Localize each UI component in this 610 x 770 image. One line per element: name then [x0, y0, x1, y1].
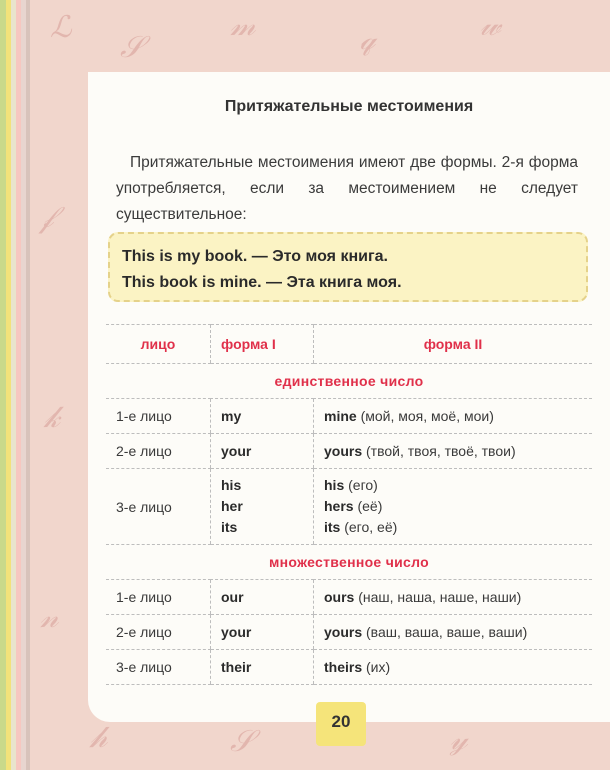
script-letter-decoration: 𝒮	[230, 724, 254, 759]
form1-cell	[211, 580, 314, 615]
form2-word: yours	[324, 442, 363, 459]
script-letter-decoration: 𝒮	[120, 30, 144, 65]
table-row	[106, 399, 592, 434]
person-cell: 2-е лицо	[106, 434, 211, 469]
page-edges	[0, 0, 30, 770]
example-box	[108, 232, 588, 302]
person-cell: 2-е лицо	[106, 615, 211, 650]
plural-rows	[106, 580, 592, 685]
person-cell: 3-е лицо	[106, 469, 211, 545]
person-cell: 1-е лицо	[106, 399, 211, 434]
script-letter-decoration: 𝒽	[90, 720, 108, 755]
header-person: лицо	[106, 325, 211, 364]
header-form2: форма II	[314, 325, 593, 364]
script-letter-decoration: 𝓃	[40, 600, 59, 635]
example-line: This book is mine. — Эта книга моя.	[122, 274, 402, 291]
translation: (его)	[348, 477, 378, 493]
script-letter-decoration: 𝒻	[40, 200, 54, 235]
script-letter-decoration: ℒ	[50, 10, 72, 45]
table-row	[106, 615, 592, 650]
translation: (его, её)	[344, 519, 398, 535]
form1-cell	[211, 615, 314, 650]
form1-word: your	[221, 623, 252, 640]
form2-cell	[314, 580, 593, 615]
form2-cell	[314, 615, 593, 650]
table-row	[106, 469, 592, 545]
form1-word: her	[221, 498, 243, 514]
form1-word: my	[221, 407, 242, 424]
table-row	[106, 650, 592, 685]
script-letter-decoration: 𝓀	[44, 400, 61, 435]
form2-word: mine	[324, 407, 357, 424]
person-cell: 3-е лицо	[106, 650, 211, 685]
page-title: Притяжательные местоимения	[224, 98, 474, 115]
form1-cell	[211, 469, 314, 545]
form1-cell	[211, 399, 314, 434]
table-row	[106, 580, 592, 615]
form2-word: his	[324, 477, 345, 493]
form1-word: his	[221, 477, 242, 493]
translation: (ваш, ваша, ваше, ваши)	[366, 623, 528, 640]
translation: (мой, моя, моё, мои)	[360, 407, 494, 424]
form1-word: its	[221, 519, 238, 535]
table-header-row	[106, 325, 592, 364]
section-row-singular: единственное число	[106, 364, 592, 399]
form1-cell	[211, 650, 314, 685]
page-number: 20	[316, 702, 366, 746]
form2-cell	[314, 434, 593, 469]
form1-word: your	[221, 442, 252, 459]
script-letter-decoration: 𝓆	[360, 22, 376, 57]
section-row-plural: множественное число	[106, 545, 592, 580]
script-letter-decoration: 𝓌	[480, 8, 501, 43]
form2-word: hers	[324, 498, 354, 514]
table-row	[106, 434, 592, 469]
translation: (их)	[366, 658, 391, 675]
translation: (твой, твоя, твоё, твои)	[366, 442, 516, 459]
header-form1: форма I	[211, 325, 314, 364]
form1-word: their	[221, 658, 252, 675]
form2-word: yours	[324, 623, 363, 640]
form2-word: theirs	[324, 658, 363, 675]
intro-paragraph: Притяжательные местоимения имеют две формы. 2-я форма употребляется, если за местоимением не следует существительное:	[116, 154, 578, 223]
script-letter-decoration: 𝓎	[450, 722, 468, 757]
pronoun-table	[106, 324, 592, 685]
script-letter-decoration: 𝓂	[230, 8, 256, 43]
content-card	[88, 72, 610, 731]
form2-word: its	[324, 519, 341, 535]
singular-rows	[106, 399, 592, 545]
translation: (наш, наша, наше, наши)	[358, 588, 522, 605]
translation: (её)	[357, 498, 383, 514]
form2-word: ours	[324, 588, 355, 605]
form2-cell	[314, 399, 593, 434]
form1-cell	[211, 434, 314, 469]
form2-cell	[314, 469, 593, 545]
example-line: This is my book. — Это моя книга.	[122, 248, 388, 265]
form2-cell	[314, 650, 593, 685]
person-cell: 1-е лицо	[106, 580, 211, 615]
form1-word: our	[221, 588, 244, 605]
